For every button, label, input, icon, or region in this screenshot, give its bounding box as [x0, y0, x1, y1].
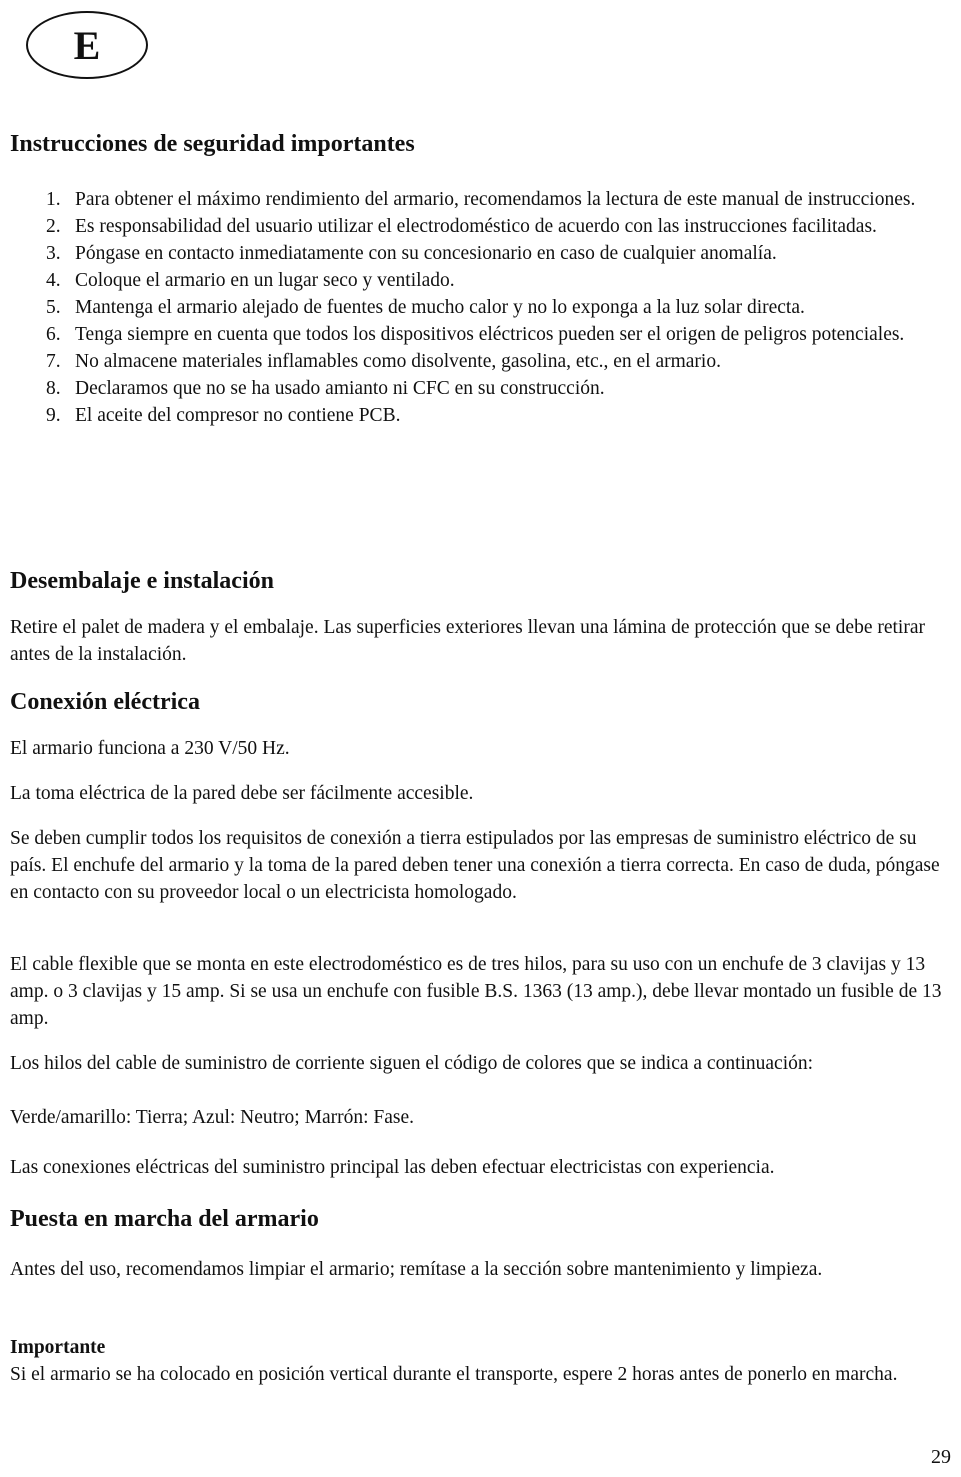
- electrical-paragraph-electricians: Las conexiones eléctricas del suministro principal las deben efectuar electricistas con experiencia.: [10, 1157, 775, 1178]
- list-item: 5. Mantenga el armario alejado de fuentes de mucho calor y no lo exponga a la luz solar directa.: [46, 297, 805, 318]
- important-text: Si el armario se ha colocado en posición vertical durante el transporte, espere 2 horas antes de ponerlo en marcha.: [10, 1364, 898, 1385]
- safety-heading: Instrucciones de seguridad importantes: [10, 131, 415, 157]
- electrical-heading: Conexión eléctrica: [10, 689, 200, 715]
- list-item: 6. Tenga siempre en cuenta que todos los dispositivos eléctricos pueden ser el origen de peligros potenciales.: [46, 324, 905, 345]
- list-item: 2. Es responsabilidad del usuario utilizar el electrodoméstico de acuerdo con las instrucciones facilitadas.: [46, 216, 877, 237]
- startup-paragraph: Antes del uso, recomendamos limpiar el armario; remítase a la sección sobre mantenimiento y limpieza.: [10, 1259, 823, 1280]
- electrical-color-code: Verde/amarillo: Tierra; Azul: Neutro; Marrón: Fase.: [10, 1107, 414, 1128]
- electrical-paragraph-cable: El cable flexible que se monta en este electrodoméstico es de tres hilos, para su uso con un enchufe de 3 clavijas y 13 amp. o 3 clavijas y 15 amp. Si se usa un enchufe con fusible B.S. 1363 (13 amp.), debe llevar montado un fusible de 13 amp.: [10, 954, 942, 1029]
- electrical-paragraph-voltage: El armario funciona a 230 V/50 Hz.: [10, 738, 290, 759]
- list-item: 1. Para obtener el máximo rendimiento del armario, recomendamos la lectura de este manual de instrucciones.: [46, 189, 916, 210]
- important-label: Importante: [10, 1337, 106, 1358]
- startup-heading: Puesta en marcha del armario: [10, 1206, 319, 1232]
- electrical-paragraph-socket: La toma eléctrica de la pared debe ser fácilmente accesible.: [10, 783, 474, 804]
- page-number: 29: [931, 1446, 951, 1468]
- list-item: 3. Póngase en contacto inmediatamente con su concesionario en caso de cualquier anomalía.: [46, 243, 777, 264]
- unpacking-heading: Desembalaje e instalación: [10, 568, 274, 594]
- electrical-paragraph-earthing: Se deben cumplir todos los requisitos de conexión a tierra estipulados por las empresas de suministro eléctrico de su país. El enchufe del armario y la toma de la pared deben tener una conexión a tierra correcta. En caso de duda, póngase en contacto con su proveedor local o un electricista homologado.: [10, 828, 940, 903]
- list-item: 9. El aceite del compresor no contiene PCB.: [46, 405, 401, 426]
- safety-list: [10, 186, 950, 429]
- list-item: 8. Declaramos que no se ha usado amianto ni CFC en su construcción.: [46, 378, 605, 399]
- unpacking-paragraph: Retire el palet de madera y el embalaje. Las superficies exteriores llevan una lámina de protección que se debe retirar antes de la instalación.: [10, 617, 925, 665]
- language-badge: E: [26, 11, 148, 79]
- electrical-paragraph-colors: Los hilos del cable de suministro de corriente siguen el código de colores que se indica a continuación:: [10, 1053, 814, 1074]
- list-item: 7. No almacene materiales inflamables como disolvente, gasolina, etc., en el armario.: [46, 351, 721, 372]
- list-item: 4. Coloque el armario en un lugar seco y ventilado.: [46, 270, 455, 291]
